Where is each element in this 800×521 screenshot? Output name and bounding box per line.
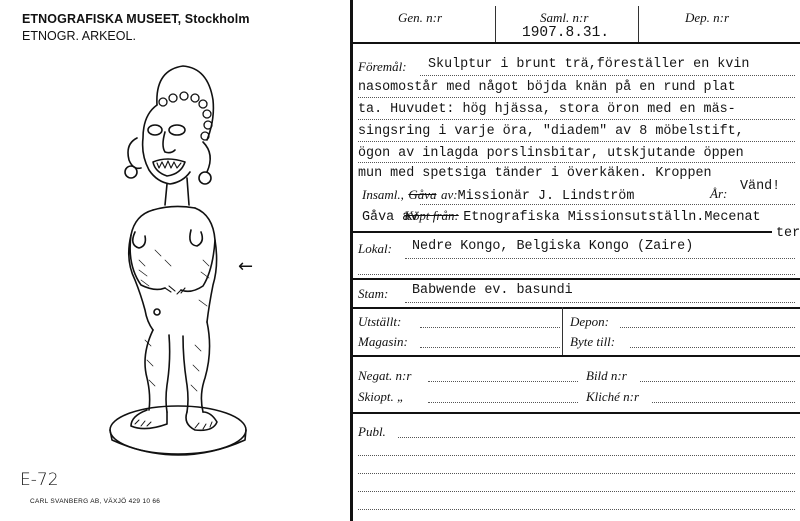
dotted-rule bbox=[358, 509, 795, 510]
gava-prefix: Gåva av bbox=[362, 210, 419, 225]
foremal-line-5: ögon av inlagda porslinsbitar, utskjutande öppen bbox=[358, 146, 744, 161]
sculpture-mouth bbox=[153, 159, 185, 176]
foremal-line-1: Skulptur i brunt trä,föreställer en kvin bbox=[428, 57, 750, 72]
sculpture-face bbox=[143, 105, 190, 184]
dotted-rule bbox=[358, 119, 795, 120]
dotted-rule bbox=[358, 141, 795, 142]
dotted-rule bbox=[358, 97, 795, 98]
dotted-rule bbox=[428, 381, 578, 382]
sculpture-teeth bbox=[157, 161, 181, 168]
rule-after-gava bbox=[352, 231, 772, 233]
magasin-label: Magasin: bbox=[358, 334, 408, 349]
sculpture-foot-right bbox=[186, 412, 217, 430]
stam-label: Stam: bbox=[358, 286, 389, 301]
sculpture-navel bbox=[154, 309, 160, 315]
sculpture-toes bbox=[135, 420, 212, 429]
foremal-line-2: nasomostår med något böjda knän på en rund plat bbox=[358, 80, 736, 95]
foremal-label: Föremål: bbox=[358, 59, 407, 74]
gen-nr-label: Gen. n:r bbox=[398, 10, 443, 25]
dep-nr-label: Dep. n:r bbox=[685, 10, 730, 25]
foremal-line-3: ta. Huvudet: hög hjässa, stora öron med en mäs- bbox=[358, 102, 736, 117]
stam-value: Babwende ev. basundi bbox=[412, 283, 573, 298]
sculpture-breast-left bbox=[133, 232, 146, 248]
rule-after-stam bbox=[352, 307, 800, 309]
museum-name: ETNOGRAFISKA MUSEET, Stockholm bbox=[22, 12, 250, 26]
saml-nr-value: 1907.8.31. bbox=[522, 25, 610, 41]
sculpture-leg-left-inner bbox=[166, 335, 170, 412]
byte-till-label: Byte till: bbox=[570, 334, 616, 349]
foremal-line-4: singsring i varje öra, "diadem" av 8 möbelstift, bbox=[358, 124, 744, 139]
insaml-label: Insaml., bbox=[362, 187, 404, 202]
diadem-studs bbox=[159, 92, 212, 140]
header-divider-1 bbox=[495, 6, 496, 42]
ar-label: År: bbox=[710, 186, 728, 201]
depon-label: Depon: bbox=[570, 314, 609, 329]
sculpture-hatching bbox=[139, 250, 209, 391]
dotted-rule bbox=[420, 75, 795, 76]
sculpture-shoulders bbox=[153, 206, 195, 210]
foremal-line-6: mun med spetsiga tänder i överkäken. Kroppen bbox=[358, 166, 712, 181]
gava-row bbox=[362, 207, 761, 225]
sculpture-earring-left bbox=[125, 166, 137, 178]
header-divider-2 bbox=[638, 6, 639, 42]
insaml-av-label: av: bbox=[440, 187, 458, 202]
dotted-rule bbox=[358, 162, 795, 163]
bild-label: Bild n:r bbox=[586, 368, 627, 383]
sculpture-breast-right bbox=[190, 230, 202, 246]
header-bottom-rule bbox=[352, 42, 800, 44]
rule-after-lokal bbox=[352, 278, 800, 280]
sculpture-leg-right-inner bbox=[183, 336, 188, 412]
insaml-row bbox=[362, 186, 634, 204]
dotted-rule bbox=[358, 491, 795, 492]
dotted-rule bbox=[420, 204, 795, 205]
kliche-label: Kliché n:r bbox=[586, 389, 640, 404]
sculpture-ear-left bbox=[128, 138, 141, 168]
gava-overflow: ter bbox=[776, 226, 800, 241]
sculpture-torso-left bbox=[129, 210, 153, 330]
dotted-rule bbox=[420, 347, 560, 348]
negat-label: Negat. n:r bbox=[358, 368, 412, 383]
dotted-rule bbox=[358, 455, 795, 456]
dotted-rule bbox=[405, 302, 795, 303]
dotted-rule bbox=[398, 437, 795, 438]
rule-after-magasin bbox=[352, 355, 800, 357]
sculpture-base-rim bbox=[110, 430, 246, 455]
dotted-rule bbox=[620, 327, 795, 328]
sculpture-eye-right bbox=[169, 125, 185, 135]
sculpture-leg-right-outer bbox=[201, 322, 209, 412]
insaml-value: Missionär J. Lindström bbox=[457, 189, 635, 204]
dotted-rule bbox=[640, 381, 795, 382]
gava-struck-kopt: Köpt från: bbox=[404, 208, 459, 223]
sculpture-arm-right bbox=[181, 240, 215, 291]
printer-note: CARL SVANBERG AB, VÄXJÖ 429 10 66 bbox=[30, 498, 161, 505]
saml-nr-label: Saml. n:r bbox=[540, 10, 589, 25]
rule-after-kliche bbox=[352, 412, 800, 414]
dotted-rule bbox=[358, 274, 795, 275]
skiopt-label: Skiopt. „ bbox=[358, 389, 405, 404]
card-left-border bbox=[350, 0, 353, 521]
sculpture-leg-left-outer bbox=[145, 330, 153, 410]
dotted-rule bbox=[428, 402, 578, 403]
arrow-marker: ← bbox=[238, 256, 254, 277]
museum-department: ETNOGR. ARKEOL. bbox=[22, 29, 136, 43]
dotted-rule bbox=[630, 347, 795, 348]
lokal-value: Nedre Kongo, Belgiska Kongo (Zaire) bbox=[412, 239, 694, 254]
dotted-rule bbox=[358, 473, 795, 474]
sculpture-foot-left bbox=[131, 410, 167, 429]
dotted-rule bbox=[405, 258, 795, 259]
utstallt-label: Utställt: bbox=[358, 314, 402, 329]
publ-label: Publ. bbox=[358, 424, 386, 439]
lokal-label: Lokal: bbox=[358, 241, 392, 256]
ar-value: Vänd! bbox=[740, 179, 781, 194]
sculpture-eye-left bbox=[148, 125, 162, 135]
insaml-struck-gava: Gåva bbox=[408, 187, 437, 202]
gava-value: Etnografiska Missionsutställn.Mecenat bbox=[463, 210, 761, 225]
dotted-rule bbox=[652, 402, 795, 403]
catalog-mark: E-72 bbox=[20, 470, 59, 490]
sculpture-ear-right bbox=[203, 142, 210, 172]
sculpture-earring-right bbox=[199, 172, 211, 184]
mid-divider-1 bbox=[562, 307, 563, 355]
dotted-rule bbox=[420, 327, 560, 328]
